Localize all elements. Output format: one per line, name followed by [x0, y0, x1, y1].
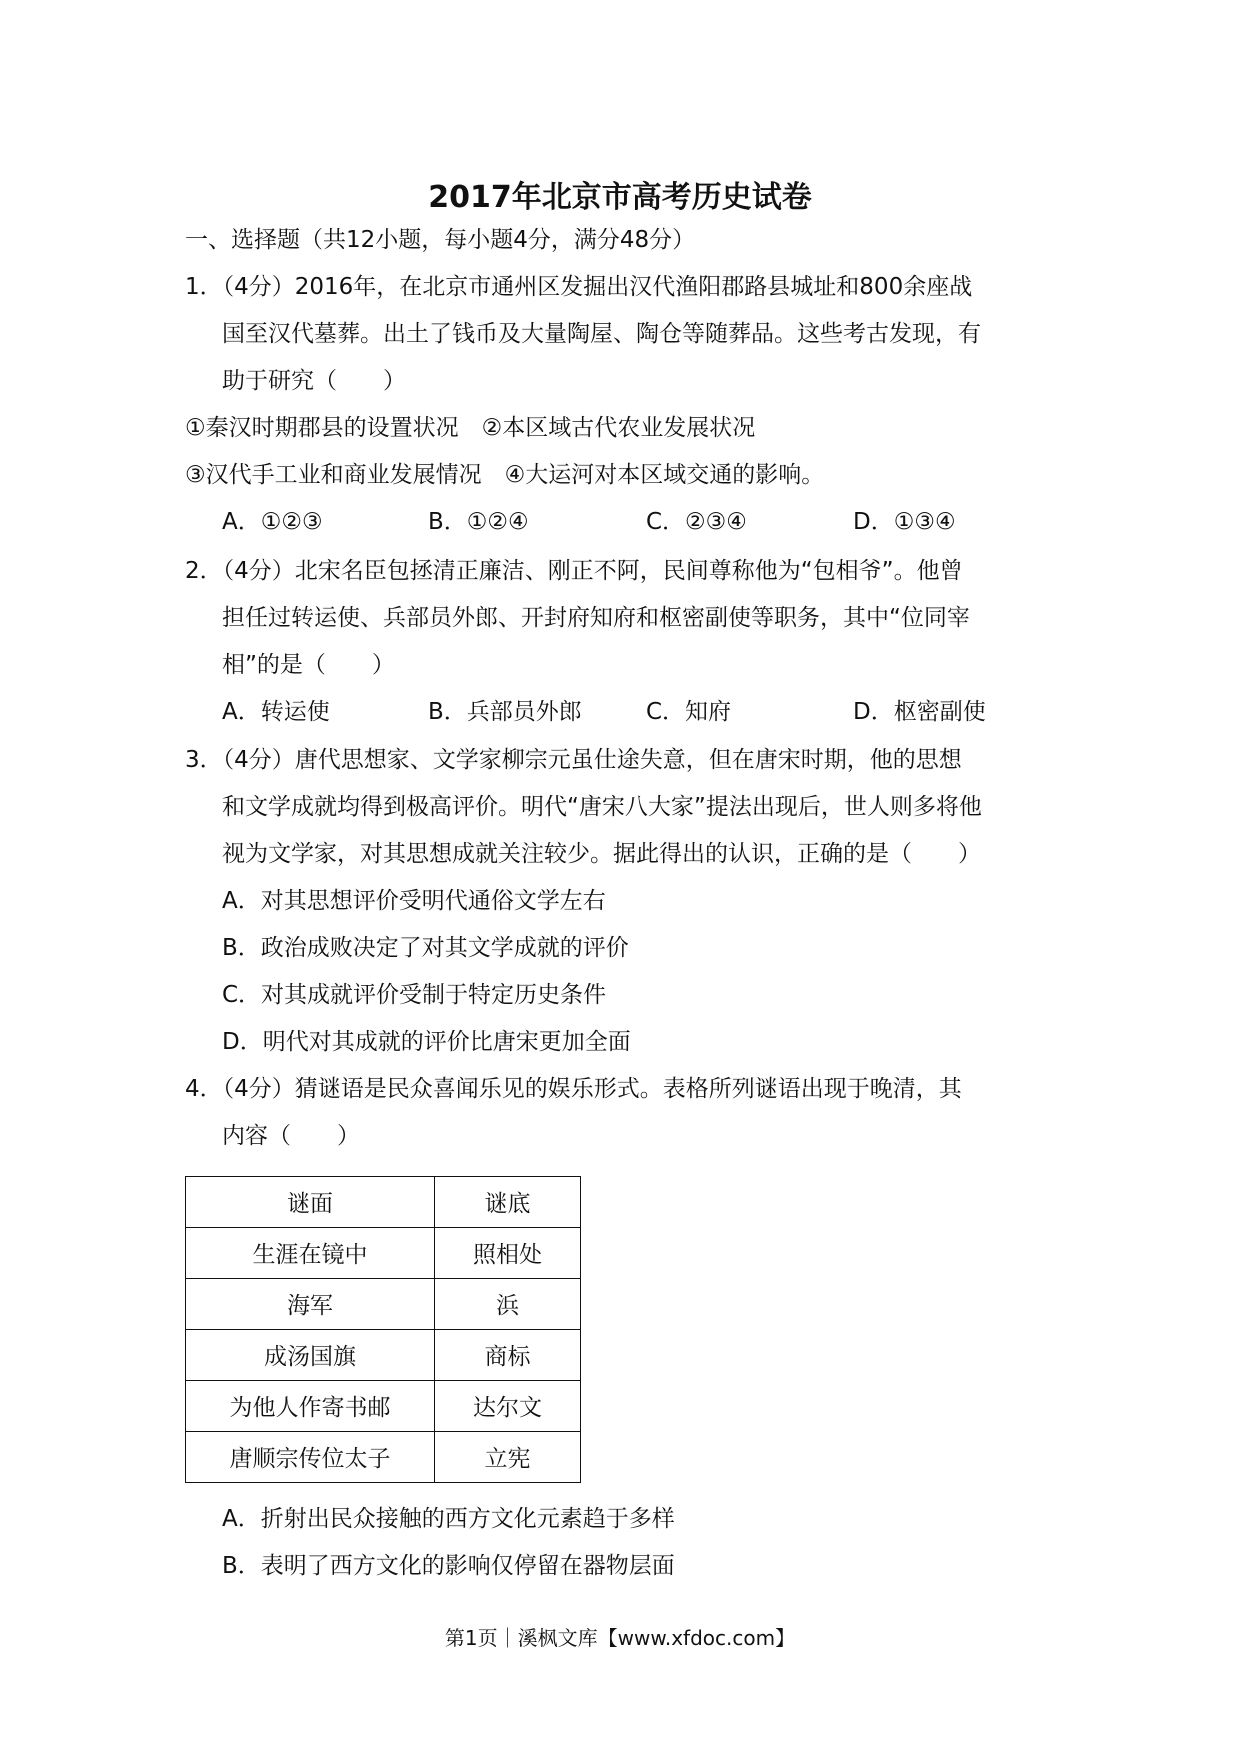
q1-item-line-1: ①秦汉时期郡县的设置状况 ②本区域古代农业发展状况	[185, 415, 756, 441]
table-header-row	[186, 1177, 581, 1228]
q1-line-3: 助于研究（ ）	[222, 368, 406, 394]
q1-item-line-2: ③汉代手工业和商业发展情况 ④大运河对本区域交通的影响。	[185, 462, 825, 488]
q3-option-b: B．政治成败决定了对其文学成就的评价	[222, 935, 629, 961]
table-cell: 商标	[435, 1330, 581, 1381]
q3-line-1: 3．（4分）唐代思想家、文学家柳宗元虽仕途失意，但在唐宋时期，他的思想	[185, 747, 962, 773]
table-cell: 立宪	[435, 1432, 581, 1483]
table-cell: 成汤国旗	[186, 1330, 435, 1381]
table-cell: 生涯在镜中	[186, 1228, 435, 1279]
q1-option-a: A．①②③	[222, 509, 323, 535]
table-row	[186, 1228, 581, 1279]
q1-option-b: B．①②④	[428, 509, 529, 535]
q3-line-2: 和文学成就均得到极高评价。明代“唐宋八大家”提法出现后，世人则多将他	[222, 794, 982, 820]
q1-option-d: D．①③④	[853, 509, 956, 535]
table-cell: 照相处	[435, 1228, 581, 1279]
table-row	[186, 1432, 581, 1483]
table-cell: 达尔文	[435, 1381, 581, 1432]
q4-line-2: 内容（ ）	[222, 1123, 360, 1149]
page-footer: 第1页｜溪枫文库【www.xfdoc.com】	[444, 1626, 796, 1650]
table-header-cell: 谜面	[186, 1177, 435, 1228]
q3-option-d: D．明代对其成就的评价比唐宋更加全面	[222, 1029, 631, 1055]
q3-option-a: A．对其思想评价受明代通俗文学左右	[222, 888, 606, 914]
q1-option-c: C．②③④	[646, 509, 747, 535]
q2-option-d: D．枢密副使	[853, 699, 986, 725]
table-cell: 海军	[186, 1279, 435, 1330]
table-cell: 浜	[435, 1279, 581, 1330]
q4-line-1: 4．（4分）猜谜语是民众喜闻乐见的娱乐形式。表格所列谜语出现于晚清，其	[185, 1076, 962, 1102]
q1-line-2: 国至汉代墓葬。出土了钱币及大量陶屋、陶仓等随葬品。这些考古发现，有	[222, 321, 981, 347]
table-row	[186, 1330, 581, 1381]
q2-line-3: 相”的是（ ）	[222, 652, 395, 678]
q2-option-b: B．兵部员外郎	[428, 699, 582, 725]
table-cell: 为他人作寄书邮	[186, 1381, 435, 1432]
section-heading: 一、选择题（共12小题，每小题4分，满分48分）	[185, 227, 696, 253]
table-row	[186, 1279, 581, 1330]
q3-line-3: 视为文学家，对其思想成就关注较少。据此得出的认识，正确的是（ ）	[222, 841, 981, 867]
q3-option-c: C．对其成就评价受制于特定历史条件	[222, 982, 607, 1008]
table-row	[186, 1381, 581, 1432]
q4-option-b: B．表明了西方文化的影响仅停留在器物层面	[222, 1553, 675, 1579]
table-cell: 唐顺宗传位太子	[186, 1432, 435, 1483]
q4-option-a: A．折射出民众接触的西方文化元素趋于多样	[222, 1506, 675, 1532]
riddle-table	[185, 1176, 581, 1483]
q2-line-1: 2．（4分）北宋名臣包拯清正廉洁、刚正不阿，民间尊称他为“包相爷”。他曾	[185, 558, 963, 584]
table-header-cell: 谜底	[435, 1177, 581, 1228]
page-title: 2017年北京市高考历史试卷	[428, 180, 812, 215]
q2-option-c: C．知府	[646, 699, 732, 725]
q2-option-a: A．转运使	[222, 699, 330, 725]
q1-line-1: 1．（4分）2016年，在北京市通州区发掘出汉代渔阳郡路县城址和800余座战	[185, 274, 973, 300]
q2-line-2: 担任过转运使、兵部员外郎、开封府知府和枢密副使等职务，其中“位同宰	[222, 605, 970, 631]
